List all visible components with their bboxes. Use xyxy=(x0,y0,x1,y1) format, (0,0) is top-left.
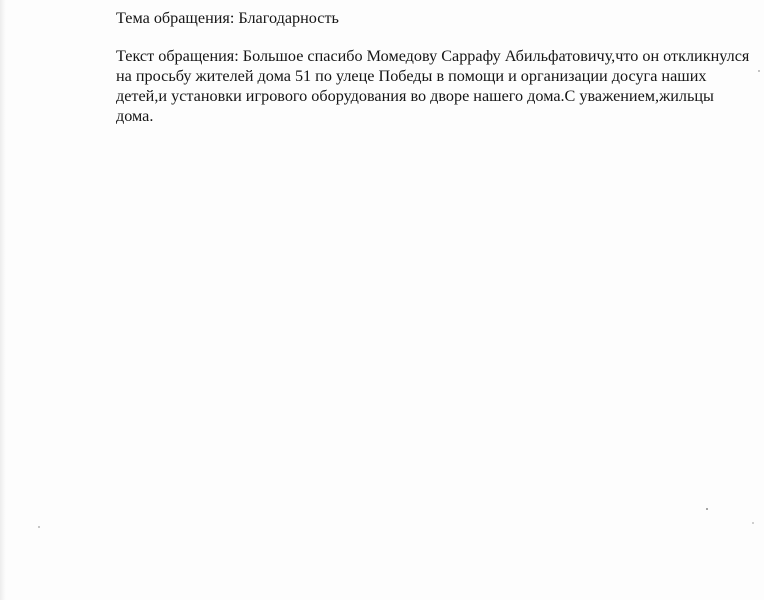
appeal-subject: Тема обращения: Благодарность xyxy=(116,9,339,27)
appeal-text-line-2: на просьбу жителей дома 51 по улеце Победы в помощи и организации досуга наших xyxy=(116,67,707,85)
scan-speck xyxy=(758,70,760,72)
scan-speck xyxy=(706,508,708,510)
scan-shadow-edge xyxy=(0,0,6,600)
appeal-text-line-1: Текст обращения: Большое спасибо Момедову Саррафу Абильфатовичу,что он откликнулся xyxy=(116,47,750,65)
scan-speck xyxy=(38,526,40,528)
appeal-text-line-4: дома. xyxy=(116,107,154,125)
scan-speck xyxy=(752,522,754,524)
appeal-text-line-3: детей,и установки игрового оборудования во дворе нашего дома.С уважением,жильцы xyxy=(116,87,714,105)
